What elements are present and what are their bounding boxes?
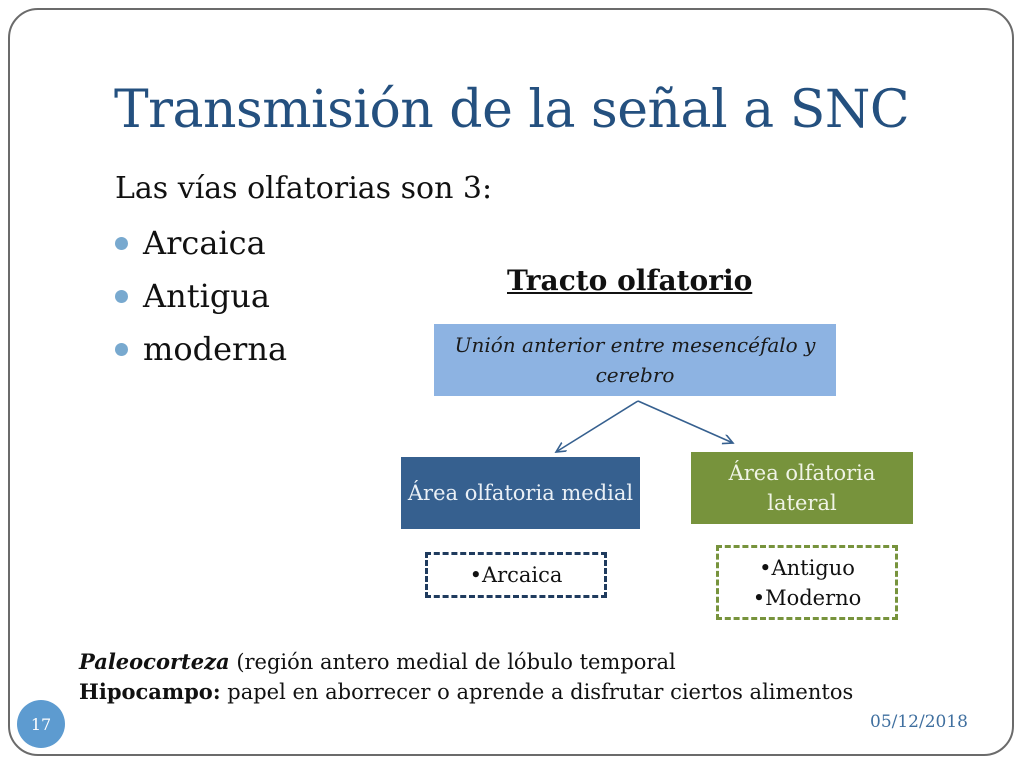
bullet-label: moderna bbox=[143, 330, 288, 368]
arcaica-label: •Arcaica bbox=[469, 563, 563, 587]
hipocampo-text: papel en aborrecer o aprende a disfrutar ciertos alimentos bbox=[220, 680, 854, 704]
hipocampo-note bbox=[79, 677, 853, 707]
paleocorteza-term: Paleocorteza bbox=[79, 649, 230, 674]
bullet-label: Antigua bbox=[143, 277, 270, 315]
footnotes bbox=[79, 647, 853, 707]
page-number-badge bbox=[17, 700, 65, 748]
bullet-label: Arcaica bbox=[143, 224, 266, 262]
paleocorteza-text: (región antero medial de lóbulo temporal bbox=[229, 650, 676, 674]
paleocorteza-note bbox=[79, 647, 853, 677]
arrow-to-medial bbox=[556, 401, 638, 452]
arrow-to-lateral bbox=[638, 401, 733, 443]
lateral-area-label: Área olfatoria lateral bbox=[728, 461, 876, 515]
slide-date: 05/12/2018 bbox=[870, 712, 968, 732]
moderno-label: •Moderno bbox=[752, 585, 862, 610]
arcaica-box bbox=[425, 552, 607, 598]
antiguo-label: •Antiguo bbox=[759, 555, 855, 580]
slide-title: Transmisión de la señal a SNC bbox=[114, 80, 910, 140]
antiguo-moderno-box bbox=[716, 545, 898, 620]
hipocampo-term: Hipocampo: bbox=[79, 679, 221, 704]
page-number: 17 bbox=[30, 714, 52, 734]
medial-area-label: Área olfatoria medial bbox=[407, 481, 634, 505]
medial-area-box bbox=[401, 457, 640, 529]
intro-text: Las vías olfatorias son 3: bbox=[115, 171, 493, 206]
diagram-top-label: Unión anterior entre mesencéfalo y cerebro bbox=[454, 333, 816, 387]
lateral-area-box bbox=[691, 452, 913, 524]
diagram-heading: Tracto olfatorio bbox=[507, 264, 753, 297]
